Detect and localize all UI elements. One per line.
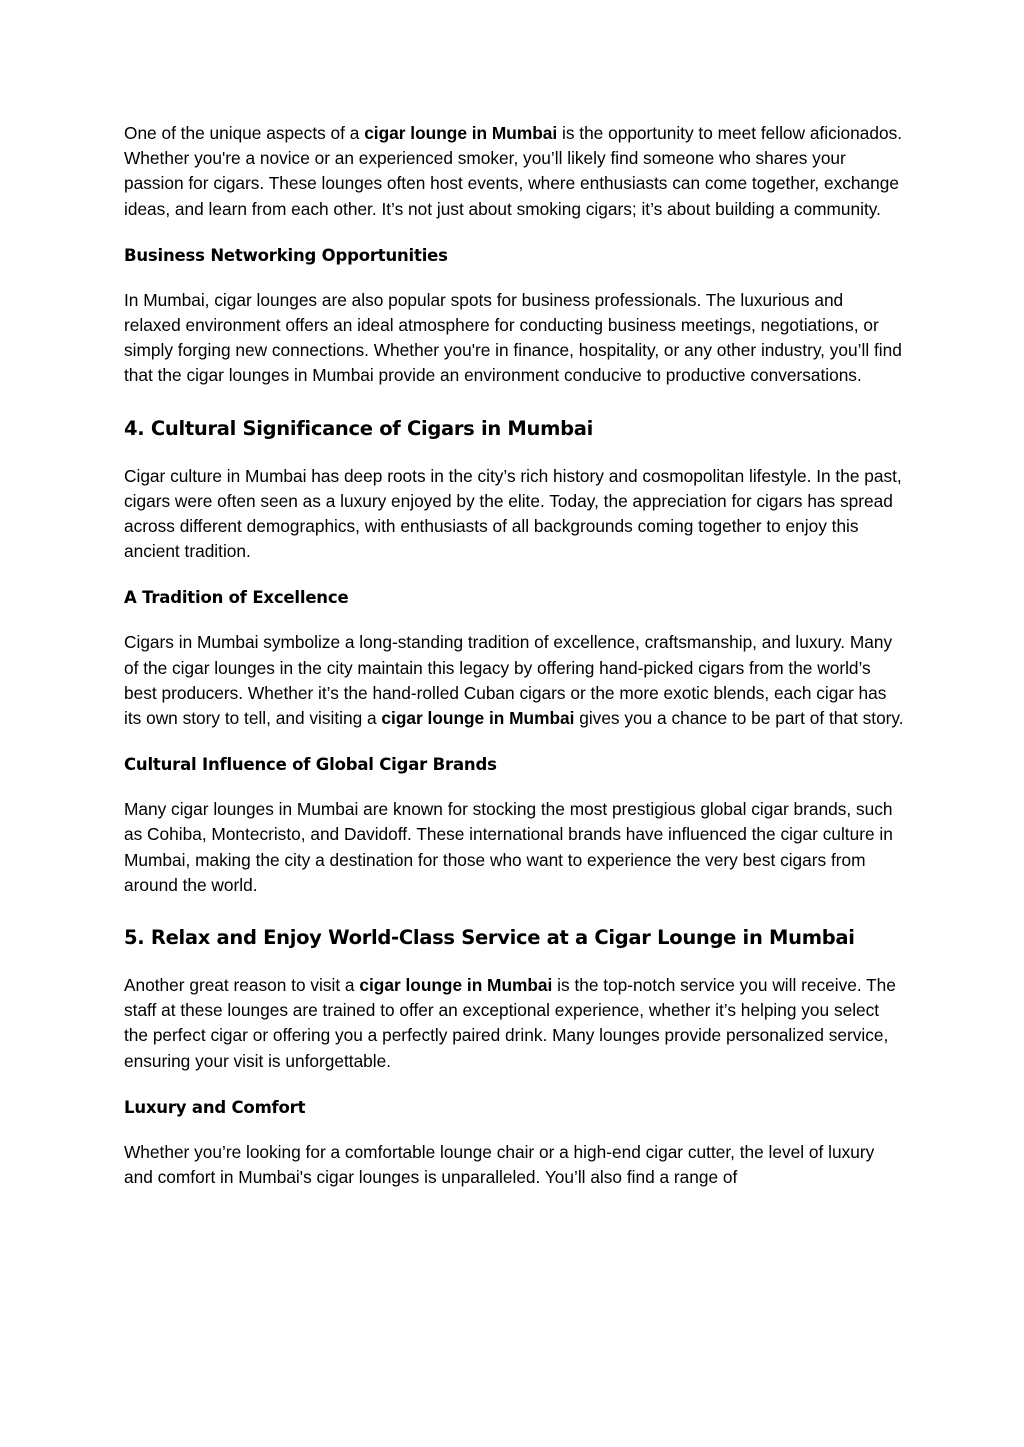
- paragraph-global-brands: Many cigar lounges in Mumbai are known for stocking the most prestigious global cigar brands, such as Cohiba, Montecristo, and Davidoff. These international brands have influenced the cigar culture in Mumbai, making the city a destination for those who want to experience the very best cigars from around the world.: [124, 799, 893, 895]
- paragraph-text: Another great reason to visit a: [124, 975, 360, 996]
- paragraph-service: [124, 973, 904, 1074]
- paragraph-community: [124, 121, 904, 222]
- heading-business-networking: Business Networking Opportunities: [124, 245, 448, 265]
- keyword-cigar-lounge: cigar lounge in Mumbai: [381, 708, 575, 729]
- paragraph-business: In Mumbai, cigar lounges are also popular spots for business professionals. The luxurious and relaxed environment offers an ideal atmosphere for conducting business meetings, negotiations, or simply forging new connections. Whether you're in finance, hospitality, or any other industry, you’ll find that the cigar lounges in Mumbai provide an environment conducive to productive conversations.: [124, 289, 902, 386]
- paragraph-cigar-culture: Cigar culture in Mumbai has deep roots in the city’s rich history and cosmopolitan lifestyle. In the past, cigars were often seen as a luxury enjoyed by the elite. Today, the appreciation for cigars has spread across different demographics, with enthusiasts of all backgrounds coming together to enjoy this ancient tradition.: [124, 465, 902, 562]
- heading-global-brands: Cultural Influence of Global Cigar Brands: [124, 755, 497, 775]
- heading-cultural-significance: 4. Cultural Significance of Cigars in Mumbai: [124, 416, 594, 440]
- keyword-cigar-lounge: cigar lounge in Mumbai: [364, 123, 558, 143]
- paragraph-text: is the top-notch service you will receive. The staff at these lounges are trained to offer an exceptional experience, whether it’s helping you select the perfect cigar or offering you a perfectly paired drink. Many lounges provide personalized service, ensuring your visit is unforgettable.: [124, 975, 896, 1071]
- paragraph-tradition: [124, 630, 904, 731]
- paragraph-text: Cigars in Mumbai symbolize a long-standing tradition of excellence, craftsmanship, and luxury. Many of the cigar lounges in the city maintain this legacy by offering hand-picked cigars from the world’s best producers. Whether it’s the hand-rolled Cuban cigars or the more exotic blends, each cigar has its own story to tell, and visiting a: [124, 632, 893, 729]
- keyword-cigar-lounge: cigar lounge in Mumbai: [359, 975, 553, 996]
- heading-world-class-service: 5. Relax and Enjoy World-Class Service at a Cigar Lounge in Mumbai: [124, 926, 855, 950]
- paragraph-text: is the opportunity to meet fellow aficionados. Whether you're a novice or an experienced smoker, you’ll likely find someone who shares your passion for cigars. These lounges often host events, where enthusiasts can come together, exchange ideas, and learn from each other. It’s not just about smoking cigars; it’s about building a community.: [124, 123, 903, 219]
- heading-luxury-comfort: Luxury and Comfort: [124, 1097, 306, 1117]
- paragraph-text: gives you a chance to be part of that story.: [574, 708, 904, 729]
- heading-tradition: A Tradition of Excellence: [124, 588, 349, 608]
- paragraph-text: One of the unique aspects of a: [124, 123, 365, 143]
- document-page: [124, 121, 904, 1190]
- paragraph-luxury: Whether you’re looking for a comfortable lounge chair or a high-end cigar cutter, the level of luxury and comfort in Mumbai's cigar lounges is unparalleled. You’ll also find a range of: [124, 1141, 875, 1188]
